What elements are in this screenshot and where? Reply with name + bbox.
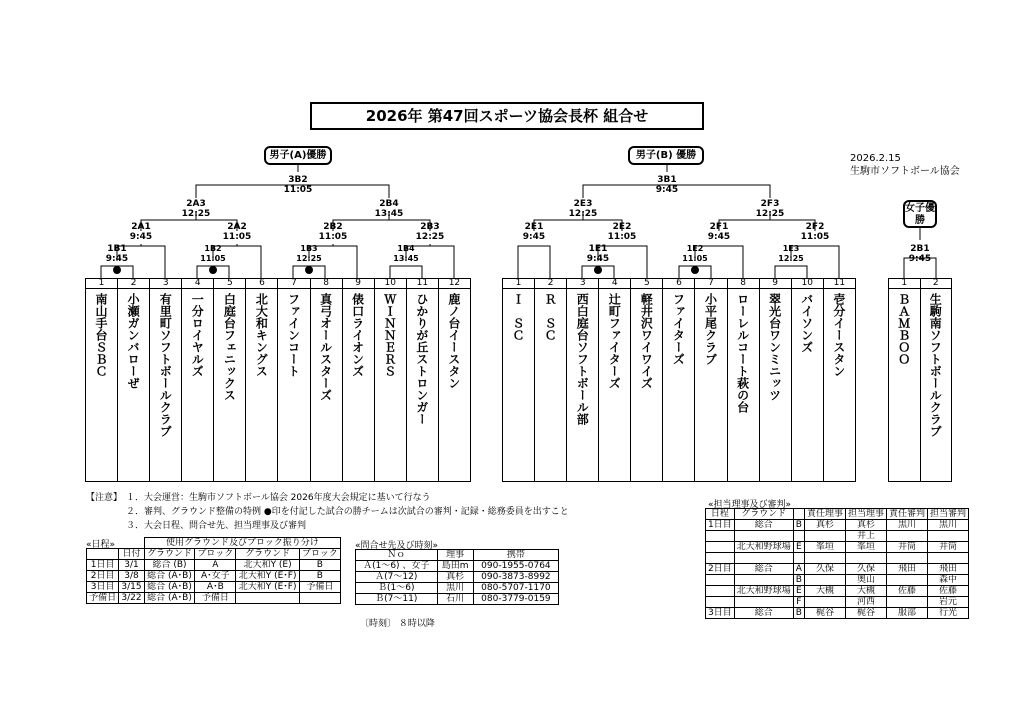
team-number: 5 bbox=[631, 279, 663, 289]
column-header: グラウンド bbox=[236, 549, 299, 560]
team-name-text: ファイターズ bbox=[671, 293, 686, 365]
team-name-text: 軽井沢ワイワイズ bbox=[639, 293, 654, 389]
table-cell: 3/22 bbox=[119, 593, 144, 604]
column-header: 携帯 bbox=[473, 550, 558, 561]
table-cell bbox=[886, 531, 927, 542]
team-name-text: 辻町ファイターズ bbox=[607, 293, 622, 389]
column-header: Ｎｏ bbox=[356, 550, 438, 561]
table-cell: 北大和Y (E) bbox=[236, 560, 299, 571]
time-note: 〔時刻〕 ８時以降 bbox=[360, 619, 435, 629]
match-2f2: 2F2 11:05 bbox=[800, 222, 830, 242]
table-cell: E bbox=[793, 542, 804, 553]
table-cell: 大槻 bbox=[845, 586, 886, 597]
table-cell bbox=[804, 597, 845, 608]
table-row bbox=[706, 608, 969, 619]
team-name bbox=[182, 289, 214, 482]
table-row bbox=[706, 531, 969, 542]
table-cell bbox=[804, 553, 845, 564]
table-cell: Ａ(1～6) 、女子 bbox=[356, 561, 438, 572]
referee-dot bbox=[691, 266, 699, 274]
column-header: 日程 bbox=[706, 509, 735, 520]
team-name bbox=[246, 289, 278, 482]
table-row bbox=[87, 560, 341, 571]
column-header: 日付 bbox=[119, 549, 144, 560]
contact-table bbox=[355, 549, 559, 605]
team-grid-b bbox=[502, 278, 856, 482]
team-name bbox=[759, 289, 791, 482]
team-name bbox=[86, 289, 118, 482]
table-row bbox=[706, 553, 969, 564]
table-cell: 井上 bbox=[845, 531, 886, 542]
table-row bbox=[706, 564, 969, 575]
team-number: 2 bbox=[920, 279, 952, 289]
match-2a1: 2A1 9:45 bbox=[129, 222, 153, 242]
match-2b4: 2B4 13:45 bbox=[374, 199, 404, 219]
team-number: 3 bbox=[567, 279, 599, 289]
table-row bbox=[706, 597, 969, 608]
table-row bbox=[356, 594, 559, 605]
note-item: ３．大会日程、問合せ先、担当理事及び審判 bbox=[126, 521, 307, 531]
table-row bbox=[356, 572, 559, 583]
team-name-text: 南山手台ＳＢＣ bbox=[94, 293, 109, 377]
table-row bbox=[87, 571, 341, 582]
table-cell: 峯垣 bbox=[804, 542, 845, 553]
table-cell bbox=[706, 531, 735, 542]
table-cell bbox=[734, 597, 793, 608]
table-cell: 総合 bbox=[734, 608, 793, 619]
team-name bbox=[631, 289, 663, 482]
team-number: 4 bbox=[182, 279, 214, 289]
match-3b2: 3B2 11:05 bbox=[283, 175, 313, 195]
team-number: 1 bbox=[503, 279, 535, 289]
table-cell: 総合 (B) bbox=[144, 560, 194, 571]
team-name-text: 生駒南ソフトボールクラブ bbox=[928, 293, 943, 437]
table-cell bbox=[804, 531, 845, 542]
match-2a2: 2A2 11:05 bbox=[222, 222, 252, 242]
table-cell bbox=[886, 597, 927, 608]
match-2b3: 2B3 12:25 bbox=[415, 222, 445, 242]
team-name bbox=[438, 289, 470, 482]
team-number: 7 bbox=[278, 279, 310, 289]
table-cell: 総合 (A･B) bbox=[144, 593, 194, 604]
table-cell bbox=[236, 593, 299, 604]
table-cell: B bbox=[299, 560, 340, 571]
match-2b2: 2B2 11:05 bbox=[318, 222, 348, 242]
table-cell: 北大和Y (E･F) bbox=[236, 582, 299, 593]
column-header: 担当審判 bbox=[927, 509, 968, 520]
table-row bbox=[706, 575, 969, 586]
table-cell: 大槻 bbox=[804, 586, 845, 597]
table-cell bbox=[886, 553, 927, 564]
table-cell: 予備日 bbox=[195, 593, 236, 604]
team-name bbox=[150, 289, 182, 482]
table-cell: 予備日 bbox=[299, 582, 340, 593]
table-cell: 1日目 bbox=[87, 560, 119, 571]
table-cell: 森中 bbox=[927, 575, 968, 586]
team-number: 9 bbox=[342, 279, 374, 289]
team-name-text: 翠光台ワンミニッツ bbox=[767, 293, 782, 401]
notes-section bbox=[86, 491, 569, 533]
team-name bbox=[118, 289, 150, 482]
team-name-text: ローレルコート萩の台 bbox=[735, 293, 750, 413]
table-cell: B bbox=[793, 575, 804, 586]
team-name bbox=[727, 289, 759, 482]
team-name bbox=[567, 289, 599, 482]
match-2b1: 2B1 9:45 bbox=[908, 244, 932, 264]
team-number: 12 bbox=[438, 279, 470, 289]
column-header: グラウンド bbox=[734, 509, 793, 520]
team-name-text: 北大和キングス bbox=[254, 293, 269, 377]
table-cell: A bbox=[195, 560, 236, 571]
match-1e1: 1E1 9:45 bbox=[586, 244, 610, 264]
table-row bbox=[87, 593, 341, 604]
table-cell: 梶谷 bbox=[845, 608, 886, 619]
table-cell: B bbox=[299, 571, 340, 582]
match-3b1: 3B1 9:45 bbox=[655, 175, 679, 195]
table-cell: 島田m bbox=[437, 561, 473, 572]
issue-date: 2026.2.15 bbox=[850, 153, 901, 164]
table-cell: 佐藤 bbox=[886, 586, 927, 597]
schedule-caption: «日程» bbox=[86, 540, 116, 550]
column-header bbox=[793, 509, 804, 520]
table-cell: 090-1955-0764 bbox=[473, 561, 558, 572]
column-header: ブロック bbox=[299, 549, 340, 560]
table-cell: 北大和野球場 bbox=[734, 542, 793, 553]
table-cell: 行光 bbox=[927, 608, 968, 619]
table-cell bbox=[706, 575, 735, 586]
table-cell: 予備日 bbox=[87, 593, 119, 604]
match-1b3: 1B3 12:25 bbox=[296, 244, 322, 263]
notes-head: 【注意】 bbox=[86, 493, 123, 503]
table-cell: 黒川 bbox=[886, 520, 927, 531]
team-name bbox=[920, 289, 952, 482]
team-name bbox=[599, 289, 631, 482]
team-name-text: Ｒ ＳＣ bbox=[543, 293, 558, 341]
team-name-text: ファインコート bbox=[286, 293, 301, 377]
team-number: 2 bbox=[118, 279, 150, 289]
match-1e3: 1E3 12:25 bbox=[778, 244, 804, 263]
team-name-text: 小瀬ガンバローぜ bbox=[126, 293, 141, 389]
organization: 生駒市ソフトボール協会 bbox=[850, 166, 960, 177]
table-cell bbox=[927, 531, 968, 542]
team-name bbox=[791, 289, 823, 482]
team-number: 6 bbox=[663, 279, 695, 289]
table-cell: 久保 bbox=[845, 564, 886, 575]
table-cell: 久保 bbox=[804, 564, 845, 575]
team-name bbox=[823, 289, 855, 482]
table-cell: 080-3779-0159 bbox=[473, 594, 558, 605]
table-cell: 真杉 bbox=[845, 520, 886, 531]
team-name bbox=[889, 289, 921, 482]
table-cell: 1日目 bbox=[706, 520, 735, 531]
team-name-text: ひかりが丘ストロンガー bbox=[414, 293, 429, 425]
team-number: 1 bbox=[889, 279, 921, 289]
table-cell bbox=[793, 553, 804, 564]
team-name bbox=[695, 289, 727, 482]
team-name bbox=[342, 289, 374, 482]
column-header: ブロック bbox=[195, 549, 236, 560]
table-cell: 2日目 bbox=[706, 564, 735, 575]
referee-dot bbox=[113, 266, 121, 274]
note-item: ２．審判、グラウンド整備の特例 ●印を付記した試合の勝チームは次試合の審判・記録・総務委員を出すこと bbox=[126, 507, 569, 517]
men-b-champion-box: 男子(B) 優勝 bbox=[628, 146, 704, 165]
column-header: 責任審判 bbox=[886, 509, 927, 520]
table-cell: 飛田 bbox=[927, 564, 968, 575]
table-cell bbox=[734, 553, 793, 564]
match-1b4: 1B4 13:45 bbox=[393, 244, 419, 263]
note-item: １．大会運営：生駒市ソフトボール協会 2026年度大会規定に基いて行なう bbox=[126, 493, 431, 503]
table-cell bbox=[706, 586, 735, 597]
table-cell: A･女子 bbox=[195, 571, 236, 582]
table-cell bbox=[734, 531, 793, 542]
match-1b2: 1B2 11:05 bbox=[200, 244, 226, 263]
team-name-text: ＢＡＭＢＯＯ bbox=[896, 293, 911, 365]
table-cell bbox=[706, 553, 735, 564]
team-name-text: 小平尾クラブ bbox=[703, 293, 718, 365]
table-cell: Ｂ(7～11) bbox=[356, 594, 438, 605]
table-cell: E bbox=[793, 586, 804, 597]
table-cell bbox=[845, 553, 886, 564]
team-name-text: バイソンズ bbox=[799, 293, 814, 353]
table-cell bbox=[299, 593, 340, 604]
table-cell: 北大和Y (E･F) bbox=[236, 571, 299, 582]
column-header bbox=[87, 549, 119, 560]
table-cell: A bbox=[793, 564, 804, 575]
table-cell bbox=[793, 531, 804, 542]
team-name bbox=[535, 289, 567, 482]
team-name-text: ＷＩＮＮＥＲＳ bbox=[382, 293, 397, 377]
referee-caption: «担当理事及び審判» bbox=[708, 500, 792, 510]
table-cell bbox=[886, 575, 927, 586]
team-name-text: 有里町ソフトボールクラブ bbox=[158, 293, 173, 437]
table-cell: 井筒 bbox=[886, 542, 927, 553]
men-a-champion-box: 男子(A)優勝 bbox=[264, 146, 332, 165]
table-cell: A･B bbox=[195, 582, 236, 593]
table-cell: 090-3873-8992 bbox=[473, 572, 558, 583]
team-number: 5 bbox=[214, 279, 246, 289]
table-row bbox=[706, 586, 969, 597]
table-cell bbox=[706, 542, 735, 553]
table-cell: 総合 (A･B) bbox=[144, 582, 194, 593]
table-cell: 3/1 bbox=[119, 560, 144, 571]
team-name bbox=[406, 289, 438, 482]
table-row bbox=[356, 561, 559, 572]
table-row bbox=[87, 582, 341, 593]
match-1e2: 1E2 11:05 bbox=[682, 244, 708, 263]
table-cell: 河西 bbox=[845, 597, 886, 608]
team-name-text: 真弓オールスターズ bbox=[318, 293, 333, 401]
table-cell: 080-5707-1170 bbox=[473, 583, 558, 594]
women-champion-box: 女子優勝 bbox=[903, 200, 937, 228]
team-name bbox=[310, 289, 342, 482]
team-number: 8 bbox=[727, 279, 759, 289]
table-cell: 飛田 bbox=[886, 564, 927, 575]
team-name-text: 白庭台フェニックス bbox=[222, 293, 237, 401]
schedule-group-header: 使用グラウンド及びブロック振り分け bbox=[144, 538, 340, 549]
team-grid-a bbox=[85, 278, 471, 482]
table-cell: 総合 (A･B) bbox=[144, 571, 194, 582]
team-number: 10 bbox=[374, 279, 406, 289]
team-name bbox=[374, 289, 406, 482]
team-name bbox=[663, 289, 695, 482]
table-cell: 3日目 bbox=[87, 582, 119, 593]
team-name-text: 壱分イースタン bbox=[831, 293, 846, 377]
table-cell: 峯垣 bbox=[845, 542, 886, 553]
table-cell: 3日目 bbox=[706, 608, 735, 619]
team-grid-women bbox=[888, 278, 952, 482]
team-number: 10 bbox=[791, 279, 823, 289]
column-header: 理事 bbox=[437, 550, 473, 561]
referee-table bbox=[705, 508, 969, 619]
team-name-text: 一分ロイヤルズ bbox=[190, 293, 205, 377]
match-2f3: 2F3 12:25 bbox=[755, 199, 785, 219]
table-cell: F bbox=[793, 597, 804, 608]
match-2e1: 2E1 9:45 bbox=[522, 222, 546, 242]
match-2e2: 2E2 11:05 bbox=[607, 222, 637, 242]
table-cell: 3/8 bbox=[119, 571, 144, 582]
table-cell bbox=[734, 575, 793, 586]
table-cell: 服部 bbox=[886, 608, 927, 619]
team-number: 11 bbox=[823, 279, 855, 289]
team-number: 3 bbox=[150, 279, 182, 289]
table-cell: 北大和野球場 bbox=[734, 586, 793, 597]
team-number: 7 bbox=[695, 279, 727, 289]
team-name bbox=[503, 289, 535, 482]
team-number: 4 bbox=[599, 279, 631, 289]
table-cell: 佐藤 bbox=[927, 586, 968, 597]
table-cell: 石川 bbox=[437, 594, 473, 605]
table-cell bbox=[706, 597, 735, 608]
table-cell: 黒川 bbox=[927, 520, 968, 531]
team-number: 8 bbox=[310, 279, 342, 289]
match-2e3: 2E3 12:25 bbox=[568, 199, 598, 219]
referee-dot bbox=[594, 266, 602, 274]
table-cell bbox=[927, 553, 968, 564]
table-cell: 総合 bbox=[734, 520, 793, 531]
referee-dot bbox=[209, 266, 217, 274]
table-row bbox=[356, 583, 559, 594]
team-name-text: Ｉ ＳＣ bbox=[511, 293, 526, 341]
team-number: 1 bbox=[86, 279, 118, 289]
match-2f1: 2F1 9:45 bbox=[707, 222, 731, 242]
table-row bbox=[706, 520, 969, 531]
team-name bbox=[278, 289, 310, 482]
team-name-text: 俵口ライオンズ bbox=[350, 293, 365, 377]
table-cell: 総合 bbox=[734, 564, 793, 575]
team-number: 11 bbox=[406, 279, 438, 289]
team-number: 2 bbox=[535, 279, 567, 289]
column-header: グラウンド bbox=[144, 549, 194, 560]
table-cell: 3/15 bbox=[119, 582, 144, 593]
table-cell: B bbox=[793, 520, 804, 531]
team-name bbox=[214, 289, 246, 482]
match-2a3: 2A3 12:25 bbox=[181, 199, 211, 219]
column-header: 責任理事 bbox=[804, 509, 845, 520]
team-number: 9 bbox=[759, 279, 791, 289]
table-cell bbox=[804, 575, 845, 586]
column-header: 担当理事 bbox=[845, 509, 886, 520]
table-cell: 真杉 bbox=[437, 572, 473, 583]
table-cell: B bbox=[793, 608, 804, 619]
contact-caption: «問合せ先及び時刻» bbox=[355, 541, 439, 551]
match-1b1: 1B1 9:45 bbox=[105, 244, 129, 264]
team-number: 6 bbox=[246, 279, 278, 289]
table-row bbox=[706, 542, 969, 553]
table-cell: 岩元 bbox=[927, 597, 968, 608]
table-cell: 梶谷 bbox=[804, 608, 845, 619]
table-cell: 井筒 bbox=[927, 542, 968, 553]
table-cell: Ｂ(1～6) bbox=[356, 583, 438, 594]
schedule-table bbox=[86, 537, 341, 604]
table-cell: 奥山 bbox=[845, 575, 886, 586]
page-title: 2026年 第47回スポーツ協会長杯 組合せ bbox=[310, 102, 704, 130]
table-cell: 真杉 bbox=[804, 520, 845, 531]
table-cell: 2日目 bbox=[87, 571, 119, 582]
referee-dot bbox=[305, 266, 313, 274]
table-cell: Ａ(7～12) bbox=[356, 572, 438, 583]
team-name-text: 鹿ノ台イースタン bbox=[446, 293, 461, 389]
team-name-text: 西白庭台ソフトボール部 bbox=[575, 293, 590, 425]
table-cell: 黒川 bbox=[437, 583, 473, 594]
